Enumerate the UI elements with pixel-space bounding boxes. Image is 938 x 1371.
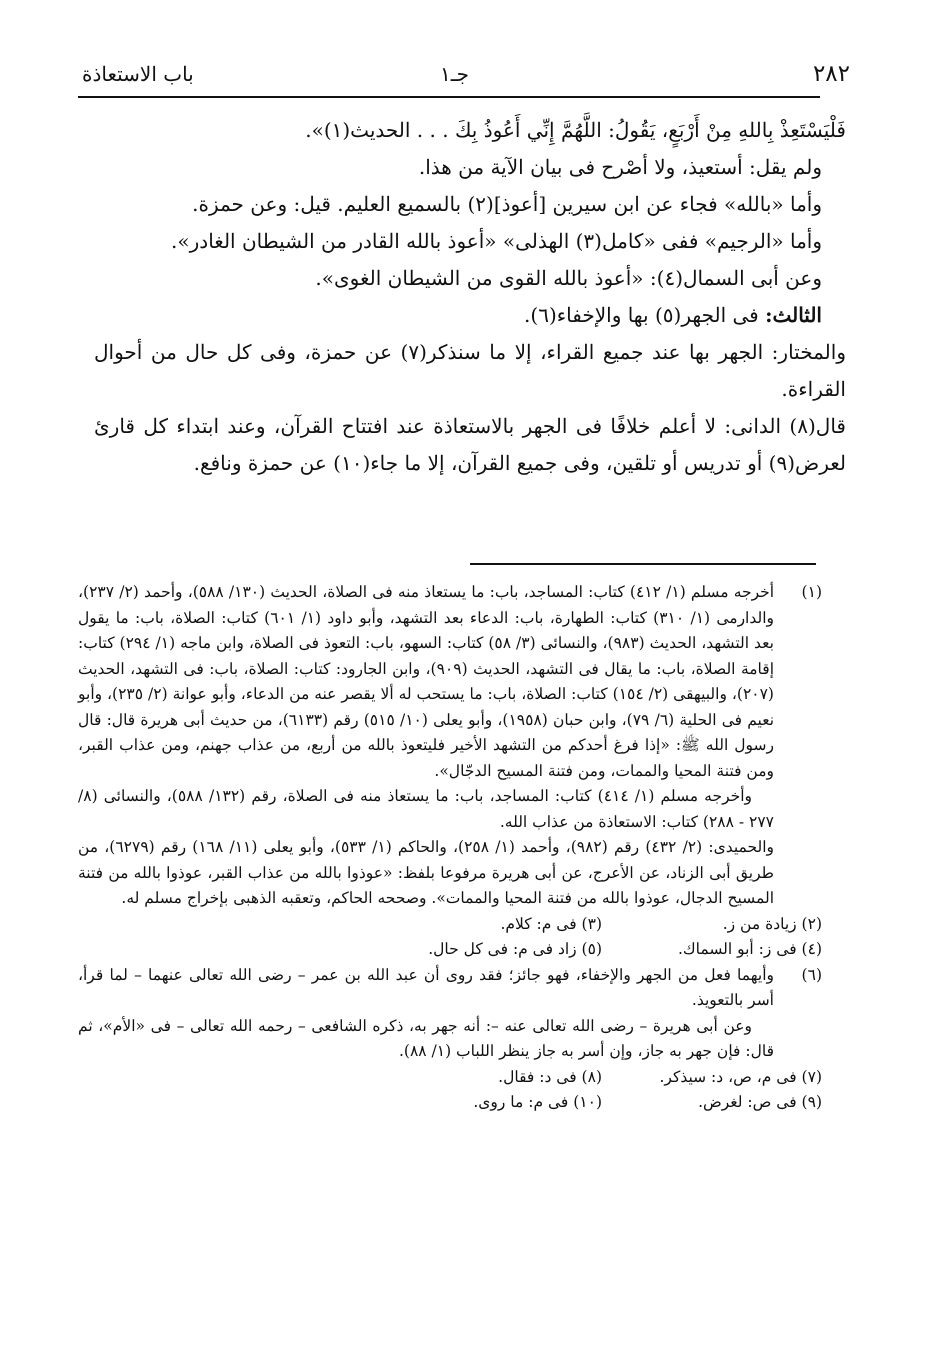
heading-label: الثالث:: [765, 303, 822, 327]
footnote-number: (١): [801, 583, 822, 601]
footnote-text: وعن أبى هريرة – رضى الله تعالى عنه –: أنه جهر به، ذكره الشافعى – رحمه الله تعالى – فى «الأم»، ثم قال: فإن جهر به جاز، وإن أسر به جاز ينظر اللباب (١/ ٨٨).: [78, 1016, 774, 1060]
footnote-3: (٣) فى م: كلام.: [500, 914, 602, 933]
paragraph: وعن أبى السمال(٤): «أعوذ بالله القوى من الشيطان الغوى».: [315, 266, 822, 290]
footnote-9: (٩) فى ص: لغرض.: [698, 1093, 822, 1111]
page-number: ٢٨٢: [812, 61, 850, 87]
paragraph: وأما «بالله» فجاء عن ابن سيرين [أعوذ](٢) بالسميع العليم. قيل: وعن حمزة.: [192, 192, 822, 216]
paragraph: قال(٨) الدانى: لا أعلم خلافًا فى الجهر بالاستعاذة عند افتتاح القرآن، وعند ابتداء كل قارئ لعرض(٩) أو تدريس أو تلقين، وفى جميع القرآن، إلا ما جاء(١٠) عن حمزة ونافع.: [94, 414, 846, 475]
footnote-separator: [470, 563, 816, 565]
footnote-10: (١٠) فى م: ما روى.: [473, 1093, 602, 1111]
volume-label: جـ١: [440, 62, 469, 86]
footnote-row: [78, 912, 822, 938]
chapter-title: باب الاستعاذة: [82, 62, 194, 86]
footnote-5: (٥) زاد فى م: فى كل حال.: [428, 940, 602, 958]
footnote-row: [78, 1090, 822, 1116]
section-heading: [94, 297, 822, 334]
header-rule: [78, 96, 820, 98]
footnote-4: (٤) فى ز: أبو السماك.: [677, 940, 822, 958]
footnote-8: (٨) فى د: فقال.: [498, 1067, 602, 1086]
footnote-7: (٧) فى م، ص، د: سيذكر.: [659, 1067, 822, 1086]
footnote-text: وأيهما فعل من الجهر والإخفاء، فهو جائز؛ فقد روى أن عبد الله بن عمر – رضى الله تعالى عنهما – لما قرأ، أسر بالتعويذ.: [78, 965, 774, 1009]
footnote-6: [78, 963, 822, 1065]
footnote-2: (٢) زيادة من ز.: [722, 914, 822, 933]
paragraph: ولم يقل: أستعيذ، ولا أصْرح فى بيان الآية من هذا.: [418, 155, 822, 179]
footnote-number: (٦): [801, 965, 822, 984]
heading-text: فى الجهر(٥) بها والإخفاء(٦).: [524, 303, 759, 327]
footnote-row: [78, 937, 822, 963]
footnote-text: والحميدى: (٢/ ٤٣٢) رقم (٩٨٢)، وأحمد (١/ ٢٥٨)، والحاكم (١/ ٥٣٣)، وأبو يعلى (١١/ ١٦٨) رقم (٦٢٧٩)، من طريق أبى الزناد، عن الأعرج، عن أبى هريرة مرفوعا بلفظ: «عوذوا بالله من عذاب القبر، عوذوا بالله من فتنة المسيح الدجال، عوذوا بالله من فتنة المحيا والممات». وصححه الحاكم، وتعقبه الذهبى بإخراج مسلم له.: [78, 838, 774, 907]
footnote-row: [78, 1065, 822, 1091]
main-text: [94, 112, 846, 482]
paragraph: وأما «الرجيم» ففى «كامل(٣) الهذلى» «أعوذ بالله القادر من الشيطان الغادر».: [171, 229, 822, 253]
paragraph: والمختار: الجهر بها عند جميع القراء، إلا ما سنذكر(٧) عن حمزة، وفى كل حال من أحوال القراءة.: [94, 340, 846, 401]
footnote-text: أخرجه مسلم (١/ ٤١٢) كتاب: المساجد، باب: ما يستعاذ منه فى الصلاة، الحديث (١٣٠/ ٥٨٨)، وأحمد (٢/ ٢٣٧)، والدارمى (١/ ٣١٠) كتاب: الطهارة، باب: الدعاء بعد التشهد، وأبو داود (١/ ٦٠١) كتاب: الصلاة، باب: ما يقول بعد التشهد، الحديث (٩٨٣)، والنسائى (٣/ ٥٨) كتاب: السهو، باب: التعوذ فى الصلاة، وابن ماجه (١/ ٢٩٤) كتاب: إقامة الصلاة، باب: ما يقال فى التشهد، الحديث (٩٠٩)، وابن الجارود: كتاب: الصلاة، باب: فى التشهد، الحديث (٢٠٧)، والبيهقى (٢/ ١٥٤) كتاب: الصلاة، باب: ما يستحب له ألا يقصر عنه من الدعاء، وأبو عوانة (٢/ ٢٣٥)، وأبو نعيم فى الحلية (٦/ ٧٩)، وابن حبان (١٩٥٨)، وأبو يعلى (١٠/ ٥١٥) رقم (٦١٣٣)، من حديث أبى هريرة قال: قال رسول الله ﷺ: «إذا فرغ أحدكم من التشهد الأخير فليتعوذ بالله من أربع، من عذاب جهنم، ومن عذاب القبر، ومن فتنة المحيا والممات، ومن فتنة المسيح الدجّال».: [78, 583, 775, 780]
footnote-text: وأخرجه مسلم (١/ ٤١٤) كتاب: المساجد، باب: ما يستعاذ منه فى الصلاة، رقم (١٣٢/ ٥٨٨)، والنسائى (٨/ ٢٧٧ - ٢٨٨) كتاب: الاستعاذة من عذاب الله.: [78, 787, 774, 831]
footnote-1: [78, 580, 822, 912]
running-header: [0, 56, 938, 92]
paragraph: فَلْيَسْتَعِذْ بِاللهِ مِنْ أَرْبَعٍ، يَقُولُ: اللَّهُمَّ إِنِّي أَعُوذُ بِكَ . . . الحديث(١)».: [305, 118, 846, 142]
footnotes: [78, 580, 822, 1116]
